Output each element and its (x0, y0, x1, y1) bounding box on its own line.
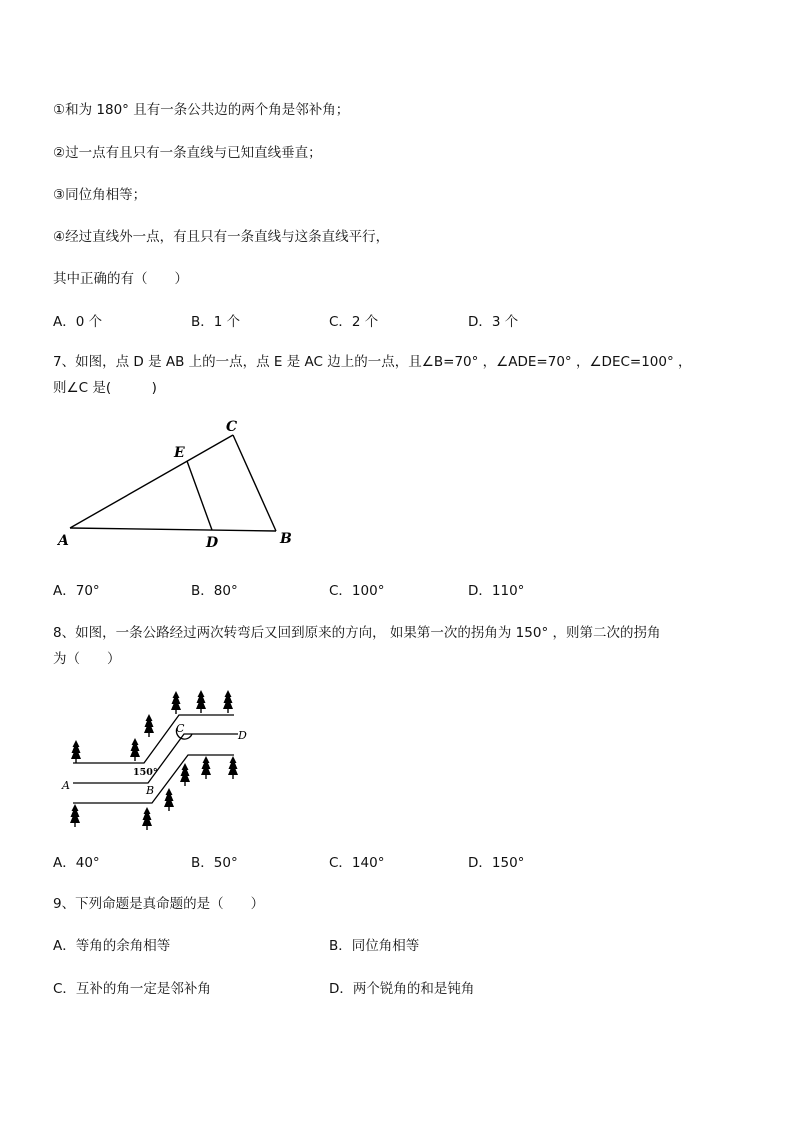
tree-icons (70, 690, 238, 830)
statement-2: ②过一点有且只有一条直线与已知直线垂直； (53, 145, 322, 161)
q8-option-b: B．50° (191, 855, 238, 871)
q8-stem-line1: 8、如图，一条公路经过两次转弯后又回到原来的方向， 如果第一次的拐角为 150° ，则第二次的拐角 (53, 625, 661, 641)
q8-label-b: B (146, 784, 155, 797)
q6-option-a: A．0 个 (53, 314, 103, 330)
q7-option-b: B．80° (191, 583, 238, 599)
q8-angle-label: 150° (133, 767, 158, 778)
q8-option-a: A．40° (53, 855, 100, 871)
q7-option-c: C．100° (329, 583, 385, 599)
q7-label-c: C (226, 419, 238, 435)
q6-option-b: B．1 个 (191, 314, 241, 330)
q8-option-c: C．140° (329, 855, 385, 871)
q7-label-d: D (206, 535, 219, 551)
q8-stem-line2: 为（ ） (53, 651, 121, 667)
q8-road-figure (55, 688, 265, 836)
q9-option-c: C．互补的角一定是邻补角 (53, 981, 211, 997)
q7-stem-line1: 7、如图，点 D 是 AB 上的一点，点 E 是 AC 边上的一点，且∠B=70° ，∠ADE=70° ，∠DEC=100° ， (53, 354, 692, 370)
q7-label-e: E (174, 445, 185, 461)
statement-4: ④经过直线外一点，有且只有一条直线与这条直线平行， (53, 229, 390, 245)
q7-option-d: D．110° (468, 583, 525, 599)
statement-1: ①和为 180° 且有一条公共边的两个角是邻补角； (53, 102, 350, 118)
q9-stem: 9、下列命题是真命题的是（ ） (53, 896, 265, 912)
q6-stem: 其中正确的有（ ） (53, 271, 188, 287)
q8-label-d: D (238, 729, 247, 742)
q6-option-c: C．2 个 (329, 314, 379, 330)
q8-label-a: A (62, 779, 70, 792)
q7-triangle-figure (50, 415, 310, 555)
q7-label-b: B (280, 531, 292, 547)
q9-option-b: B．同位角相等 (329, 938, 420, 954)
q6-option-d: D．3 个 (468, 314, 519, 330)
q8-label-c: C (176, 722, 185, 735)
statement-3: ③同位角相等； (53, 187, 147, 203)
q7-option-a: A．70° (53, 583, 100, 599)
q9-option-d: D．两个锐角的和是钝角 (329, 981, 475, 997)
q7-stem-line2: 则∠C 是( ) (53, 380, 157, 396)
q8-option-d: D．150° (468, 855, 525, 871)
q7-label-a: A (58, 533, 69, 549)
q9-option-a: A．等角的余角相等 (53, 938, 171, 954)
